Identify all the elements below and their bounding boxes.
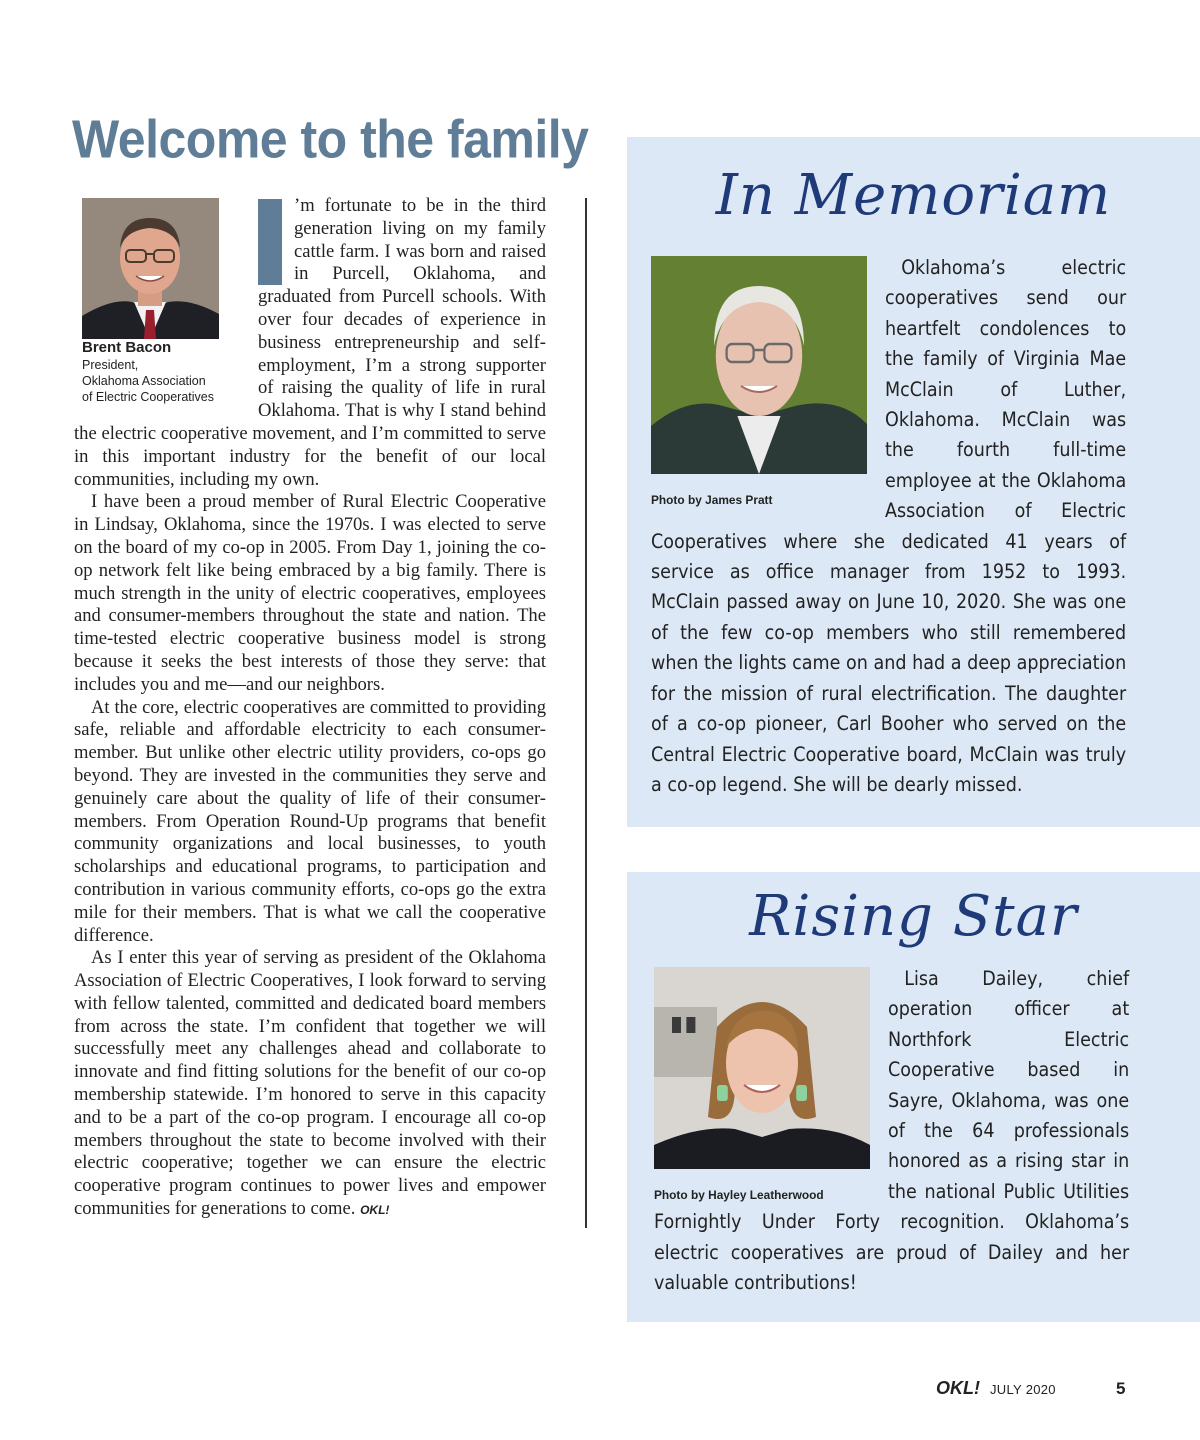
rising-star-box xyxy=(627,872,1200,1322)
article-paragraph-1 xyxy=(74,195,546,491)
article-paragraph-3: At the core, electric cooperatives are committed to providing safe, reliable and affordable electricity to each consumer-member. But unlike other electric utility providers, co-ops go beyond. They are invested in the communities they serve and genuinely care about the quality of life of their consumer-members. From Operation Round-Up programs that benefit community organizations and local businesses, to youth scholarships and educational programs, to participation and contribution in various community efforts, co-ops go the extra mile for their members. That is what we call the cooperative difference. xyxy=(74,696,546,946)
memoriam-photo xyxy=(651,256,867,474)
memoriam-photo-credit: Photo by James Pratt xyxy=(651,493,773,508)
author-portrait xyxy=(82,198,219,339)
rising-star-photo-credit: Photo by Hayley Leatherwood xyxy=(654,1188,824,1203)
author-byline xyxy=(82,339,248,405)
rising-star-photo-block xyxy=(654,967,870,1202)
drop-cap-i xyxy=(258,199,282,285)
memoriam-photo-block xyxy=(651,256,867,507)
memoriam-text: Oklahoma’s electric cooperatives send our heartfelt condolences to the family of Virginia Mae McClain of Luther, Oklahoma. McClain was the fourth full-time employee at the Oklahoma Association of Electric Cooperatives where she dedicated 41 years of service as office manager from 1952 to 1993. McClain passed away on June 10, 2020. She was one of the few co-op members who still remembered when the lights came on and had a deep appreciation for the mission of rural electrification. The daughter of a co-op pioneer, Carl Booher who served on the Central Electric Cooperative board, McClain was truly a co-op legend. She will be dearly missed. xyxy=(651,256,1127,796)
article-paragraph-2: I have been a proud member of Rural Electric Cooperative in Lindsay, Oklahoma, since the 1970s. I was elected to serve on the board of my co-op in 2005. From Day 1, joining the co-op network felt like being embraced by a big family. There is much strength in the unity of electric cooperatives, employees and consumer-members throughout the state and nation. The time-tested electric cooperative business model is strong because it seeks the best interests of those they serve: that includes you and me—and our neighbors. xyxy=(74,491,546,695)
rising-star-heading: Rising Star xyxy=(749,884,1078,949)
column-divider xyxy=(585,198,587,1228)
author-title-line-2: Oklahoma Association xyxy=(82,374,206,388)
author-block xyxy=(82,198,248,405)
article-paragraph-1-text: ’m fortunate to be in the third generation living on my family cattle farm. I was born and raised in Purcell, Oklahoma, and graduated from Purcell schools. With over four decades of experience in business entrepreneurship and self-employment, I’m a strong supporter of raising the quality of life in rural Oklahoma. That is why I stand behind the electric cooperative movement, and I’m committed to serve in this important industry for the benefit of our local communities, including my own. xyxy=(74,195,546,490)
article-paragraph-4-text: As I enter this year of serving as president of the Oklahoma Association of Electric Cooperatives, I look forward to serving with fellow talented, committed and dedicated board members from across the state. I’m confident that together we will successfully meet any challenges ahead and collaborate to innovate and find fitting solutions for the benefit of our co-op membership statewide. I’m honored to serve in this capacity and to be a part of the co-op program. I encourage all co-op members throughout the state to become involved with their electric cooperative; together we can ensure the electric cooperative program continues to power lives and empower communities for generations to come. xyxy=(74,947,546,1220)
author-name: Brent Bacon xyxy=(82,339,172,356)
article-paragraph-4 xyxy=(74,947,546,1222)
rising-star-text: Lisa Dailey, chief operation officer at Northfork Electric Cooperative based in Sayre, Oklahoma, was one of the 64 professionals honored as a rising star in the national Public Utilities Fornightly Under Forty recognition. Oklahoma’s electric cooperatives are proud of Dailey and her valuable contributions! xyxy=(654,967,1130,1295)
memoriam-box xyxy=(627,137,1200,827)
article-body xyxy=(74,195,546,1222)
rising-star-photo xyxy=(654,967,870,1169)
footer-logo: OKL! xyxy=(936,1378,980,1398)
memoriam-heading: In Memoriam xyxy=(715,163,1112,228)
author-title-line-1: President, xyxy=(82,358,139,372)
end-mark-logo: OKL! xyxy=(360,1203,390,1218)
page-number: 5 xyxy=(1116,1379,1126,1398)
memoriam-text-block xyxy=(651,253,1126,800)
page-title: Welcome to the family xyxy=(72,109,589,170)
rising-star-text-block xyxy=(654,964,1129,1298)
footer-date: JULY 2020 xyxy=(990,1382,1056,1397)
author-title-line-3: of Electric Cooperatives xyxy=(82,390,215,404)
